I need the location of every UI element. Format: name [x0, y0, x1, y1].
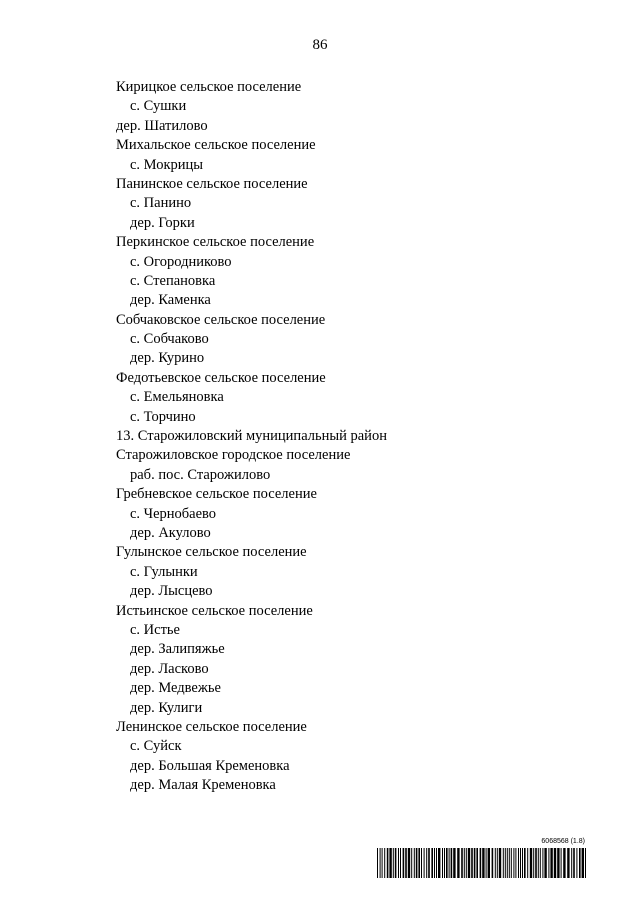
barcode-bar — [480, 848, 482, 878]
barcode-bar — [499, 848, 501, 878]
barcode-bar — [544, 848, 546, 878]
barcode-bar — [527, 848, 528, 878]
settlement-line: с. Мокрицы — [130, 156, 204, 173]
settlement-line: с. Гулынки — [130, 563, 198, 580]
barcode-bar — [495, 848, 496, 878]
barcode-bar — [421, 848, 422, 878]
settlement-line: дер. Большая Кременовка — [130, 757, 290, 774]
barcode-bar — [554, 848, 556, 878]
settlement-line: дер. Залипяжье — [130, 641, 225, 658]
page-number: 86 — [312, 37, 328, 53]
barcode-bar — [428, 848, 430, 878]
barcode-bar — [426, 848, 427, 878]
barcode-bar — [548, 848, 549, 878]
barcode-bar — [474, 848, 476, 878]
barcode-bar — [538, 848, 539, 878]
municipality-line: дер. Шатилово — [116, 117, 208, 134]
settlement-line: дер. Лысцево — [130, 583, 213, 600]
barcode-bar — [488, 848, 490, 878]
municipality-line: Панинское сельское поселение — [116, 175, 308, 192]
barcode-bar — [571, 848, 572, 878]
municipality-line: Федотьевское сельское поселение — [116, 369, 326, 386]
barcode-bar — [377, 848, 378, 878]
barcode-bar — [585, 848, 586, 878]
barcode-bar — [513, 848, 514, 878]
barcode-bar — [511, 848, 512, 878]
barcode-bar — [424, 848, 425, 878]
municipality-line: 13. Старожиловский муниципальный район — [116, 428, 387, 445]
barcode-bar — [444, 848, 445, 878]
barcode-bar — [466, 848, 467, 878]
barcode-bar — [451, 848, 453, 878]
barcode-bar — [509, 848, 510, 878]
barcode-bar — [468, 848, 470, 878]
barcode-bar — [382, 848, 383, 878]
barcode-bar — [503, 848, 504, 878]
settlement-line: дер. Ласково — [130, 660, 209, 677]
barcode-bar — [535, 848, 537, 878]
barcode-bar — [408, 848, 410, 878]
settlement-line: дер. Каменка — [130, 292, 211, 309]
barcode-bar — [414, 848, 415, 878]
barcode-bar — [449, 848, 450, 878]
settlement-line: с. Собчаково — [130, 331, 209, 348]
municipality-line: Ленинское сельское поселение — [116, 718, 307, 735]
barcode-bar — [418, 848, 420, 878]
barcode-bar — [518, 848, 519, 878]
barcode-bar — [507, 848, 508, 878]
barcode-bar — [573, 848, 575, 878]
municipality-line: Гулынское сельское поселение — [116, 544, 307, 561]
settlement-line: с. Суйск — [130, 738, 182, 755]
settlement-line: с. Чернобаево — [130, 505, 217, 522]
settlement-line: дер. Медвежье — [130, 680, 221, 697]
barcode-bar — [563, 848, 565, 878]
barcode-bar — [438, 848, 440, 878]
barcode-bar — [476, 848, 478, 878]
barcode-bar — [403, 848, 405, 878]
settlement-line: с. Сушки — [130, 98, 187, 115]
barcode-bar — [398, 848, 399, 878]
settlement-line: с. Панино — [130, 195, 192, 212]
barcode-bar — [446, 848, 448, 878]
barcode-bar — [557, 848, 559, 878]
barcode-bar — [387, 848, 389, 878]
settlement-line: с. Торчино — [130, 408, 196, 425]
settlement-line: с. Огородниково — [130, 253, 232, 270]
barcode-bar — [486, 848, 487, 878]
barcode-bar — [522, 848, 523, 878]
municipality-line: Собчаковское сельское поселение — [116, 311, 326, 328]
municipality-line: Истьинское сельское поселение — [116, 602, 313, 619]
settlement-list — [116, 78, 586, 795]
municipality-line: Гребневское сельское поселение — [116, 486, 317, 503]
barcode-bar — [561, 848, 562, 878]
barcode-bar — [395, 848, 397, 878]
barcode-bar — [505, 848, 506, 878]
barcode-bar — [540, 848, 541, 878]
barcode-bar — [533, 848, 534, 878]
barcode-bar — [482, 848, 484, 878]
barcode-bar — [393, 848, 394, 878]
barcode-bar — [384, 848, 385, 878]
barcode-bar — [515, 848, 516, 878]
settlement-line: с. Емельяновка — [130, 389, 224, 406]
barcode-bar — [416, 848, 418, 878]
barcode-bar — [530, 848, 532, 878]
barcode-bar — [380, 848, 381, 878]
barcode-bar — [464, 848, 465, 878]
settlement-line: с. Истье — [130, 621, 180, 638]
barcode-bar — [550, 848, 552, 878]
settlement-line: дер. Горки — [130, 214, 195, 231]
barcode-bar — [457, 848, 459, 878]
municipality-line: Михальское сельское поселение — [116, 137, 316, 154]
barcode-bar — [524, 848, 526, 878]
barcode-bar — [405, 848, 407, 878]
settlement-line: раб. пос. Старожилово — [130, 466, 271, 483]
barcode-bar — [436, 848, 437, 878]
barcode-bar — [576, 848, 577, 878]
municipality-line: Кирицкое сельское поселение — [116, 79, 302, 95]
barcode-bar — [411, 848, 412, 878]
settlement-line: дер. Кулиги — [130, 699, 203, 716]
settlement-line: дер. Курино — [130, 350, 205, 367]
municipality-line: Старожиловское городское поселение — [116, 447, 351, 464]
settlement-line: с. Степановка — [130, 272, 216, 289]
barcode-bar — [431, 848, 433, 878]
barcode-block — [377, 838, 587, 880]
settlement-line: дер. Акулово — [130, 524, 211, 541]
barcode-bar — [471, 848, 473, 878]
barcode-bar — [389, 848, 391, 878]
barcode-bar — [400, 848, 401, 878]
barcode-bar — [497, 848, 498, 878]
barcode-bar — [567, 848, 569, 878]
municipality-line: Перкинское сельское поселение — [116, 234, 315, 251]
barcode-bar — [582, 848, 584, 878]
barcode-bar — [542, 848, 543, 878]
barcode-bar — [520, 848, 521, 878]
barcode-bar — [434, 848, 435, 878]
barcode-id: 6068568 (1.8) — [541, 838, 585, 845]
barcode — [377, 848, 587, 878]
settlement-line: дер. Малая Кременовка — [130, 777, 276, 794]
barcode-bar — [579, 848, 581, 878]
barcode-bar — [453, 848, 455, 878]
barcode-bar — [442, 848, 443, 878]
barcode-bar — [492, 848, 494, 878]
barcode-bar — [461, 848, 463, 878]
